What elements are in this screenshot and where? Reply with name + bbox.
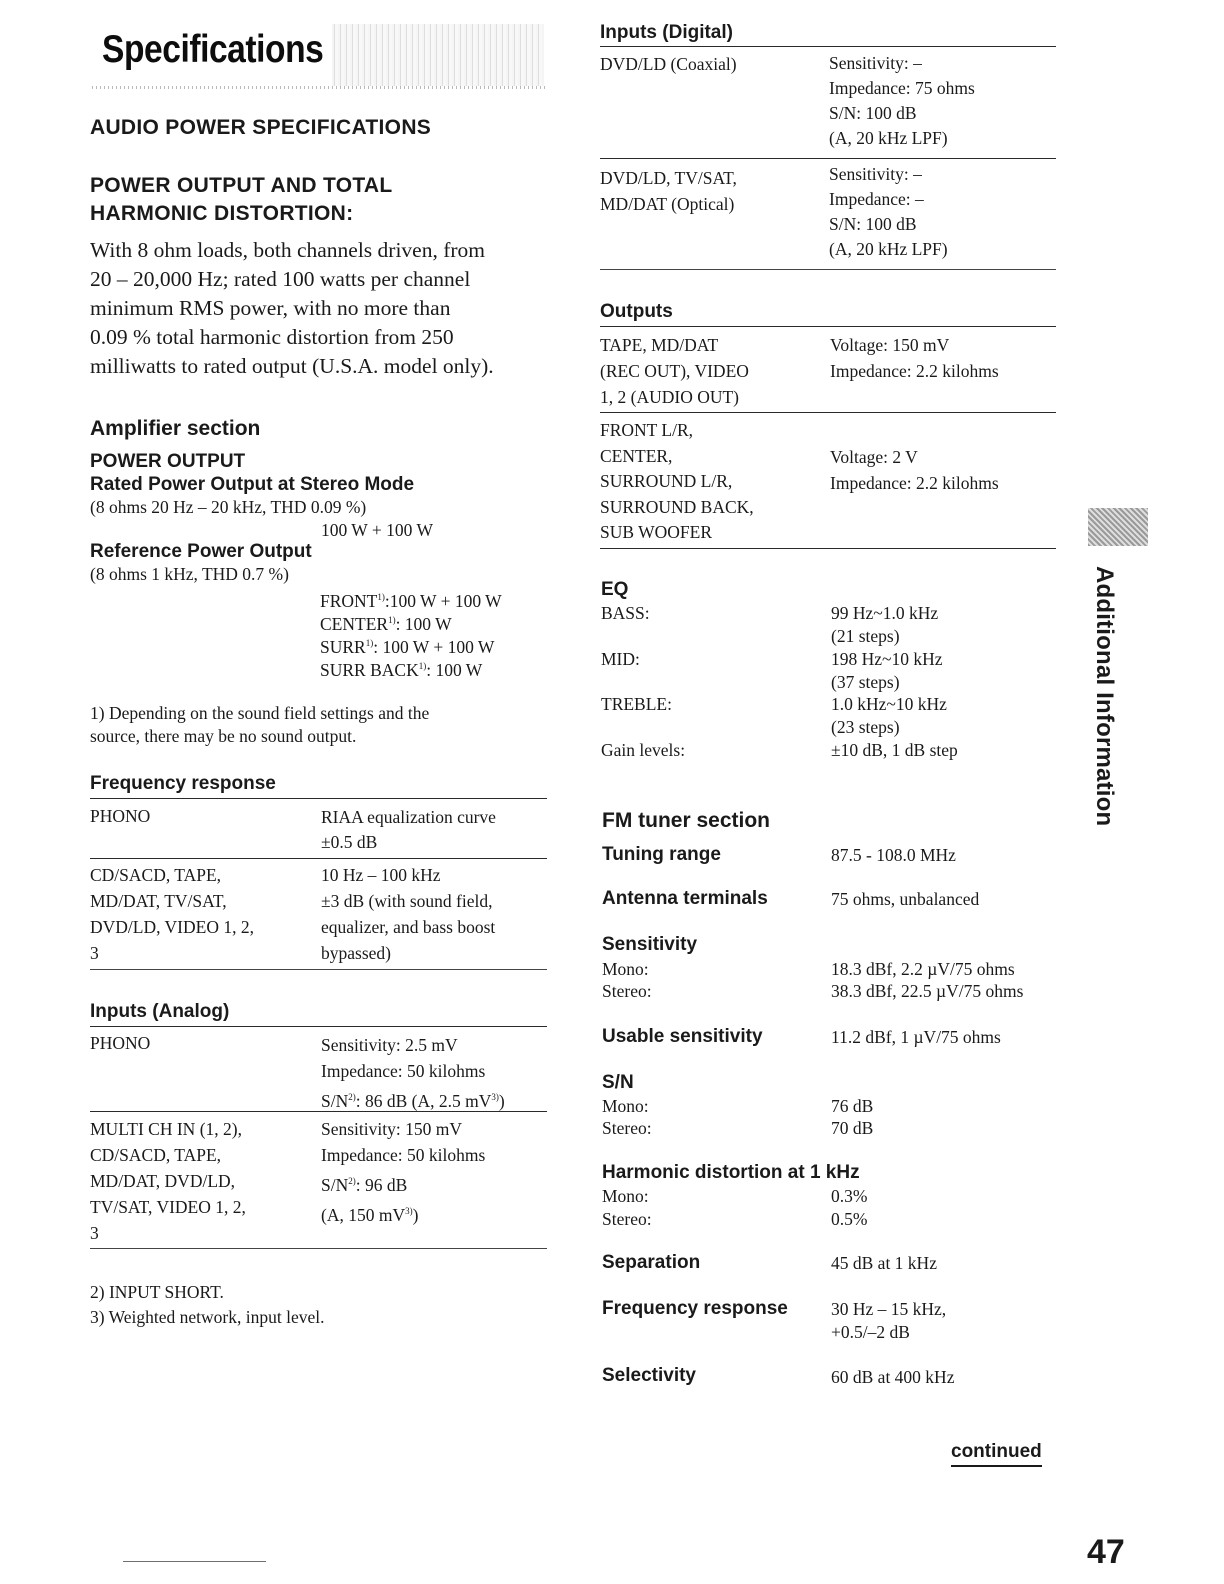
rule: [600, 412, 1056, 413]
inputs-digital-heading: Inputs (Digital): [600, 22, 733, 43]
rule: [600, 46, 1056, 47]
continued-label: continued: [951, 1440, 1042, 1467]
hd-stereo-value: 0.5%: [831, 1209, 868, 1229]
analog-phono-values: Sensitivity: 2.5 mV Impedance: 50 kilohms $S/N^{2)}$: 86 dB (A, 2.5 $mV^{3)}$): [321, 1035, 505, 1111]
fm-frequency-response-value: 30 Hz – 15 kHz, +0.5/–2 dB: [831, 1299, 947, 1342]
analog-multi-values: Sensitivity: 150 mV Impedance: 50 kilohms $S/N^{2)}$: 96 dB (A, 150 $mV^{3)}$): [321, 1119, 486, 1225]
amplifier-section-heading: Amplifier section: [90, 417, 261, 440]
eq-row-value: 198 Hz~10 kHz (37 steps): [831, 649, 943, 692]
power-output-text: With 8 ohm loads, both channels driven, from 20 – 20,000 Hz; rated 100 watts per channel minimum RMS power, with no more than 0.09 % total harmonic distortion from 250 milliwatts to rated output (U.S.A. model only).: [90, 238, 494, 378]
selectivity-value: 60 dB at 400 kHz: [831, 1367, 955, 1387]
rule: [600, 326, 1056, 327]
freq-row-name: CD/SACD, TAPE, MD/DAT, TV/SAT, DVD/LD, VIDEO 1, 2, 3: [90, 865, 254, 963]
output-row-value: Voltage: 150 mV Impedance: 2.2 kilohms: [830, 335, 999, 381]
reference-power-conditions: (8 ohms 1 kHz, THD 0.7 %): [90, 564, 289, 584]
separation-value: 45 dB at 1 kHz: [831, 1253, 937, 1273]
freq-row-name: PHONO: [90, 806, 151, 826]
antenna-value: 75 ohms, unbalanced: [831, 889, 980, 909]
ref-front-value: FRONT$^{1)}$:100 W + 100 W: [320, 590, 502, 611]
frequency-response-heading: Frequency response: [90, 773, 276, 794]
separation-label: Separation: [602, 1252, 701, 1273]
fm-frequency-response-label: Frequency response: [602, 1298, 788, 1319]
eq-row-value: 1.0 kHz~10 kHz (23 steps): [831, 694, 947, 737]
footnote-1: 1) Depending on the sound field settings and the source, there may be no sound output.: [90, 703, 430, 746]
rule: [90, 1248, 547, 1249]
side-tab-label-wrap: [1090, 566, 1124, 886]
selectivity-label: Selectivity: [602, 1365, 696, 1386]
usable-sensitivity-label: Usable sensitivity: [602, 1026, 763, 1047]
tuning-range-label: Tuning range: [602, 844, 721, 865]
sn-mono-value: 76 dB: [831, 1096, 874, 1116]
rule: [90, 858, 547, 859]
usable-sensitivity-value: 11.2 dBf, 1 µV/75 ohms: [831, 1027, 1001, 1047]
side-tab-label: Additional Information: [1091, 566, 1118, 827]
sensitivity-mono-value: 18.3 dBf, 2.2 µV/75 ohms: [831, 959, 1015, 979]
footnote-2: 2) INPUT SHORT.: [90, 1282, 224, 1302]
eq-row-name: Gain levels:: [601, 740, 686, 760]
page-title-block: [92, 22, 547, 92]
page-number: 47: [1087, 1533, 1125, 1571]
sensitivity-mono-label: Mono:: [602, 959, 649, 979]
digital-row-value: Sensitivity: – Impedance: – S/N: 100 dB (A, 20 kHz LPF): [829, 164, 948, 259]
sensitivity-stereo-label: Stereo:: [602, 981, 652, 1001]
output-row-name: TAPE, MD/DAT (REC OUT), VIDEO 1, 2 (AUDIO OUT): [600, 335, 749, 407]
hd-mono-value: 0.3%: [831, 1186, 868, 1206]
outputs-heading: Outputs: [600, 301, 673, 322]
ref-surr-value: SURR$^{1)}$: 100 W + 100 W: [320, 636, 495, 657]
freq-row-value: 10 Hz – 100 kHz ±3 dB (with sound field, equalizer, and bass boost bypassed): [321, 865, 496, 963]
eq-row-value: ±10 dB, 1 dB step: [831, 740, 958, 760]
rule: [90, 1111, 547, 1112]
hd-stereo-label: Stereo:: [602, 1209, 652, 1229]
rule: [90, 798, 547, 799]
eq-heading: EQ: [601, 579, 629, 600]
rated-power-value: 100 W + 100 W: [321, 520, 433, 540]
footer-line: [123, 1561, 266, 1562]
analog-row-name: MULTI CH IN (1, 2), CD/SACD, TAPE, MD/DAT, DVD/LD, TV/SAT, VIDEO 1, 2, 3: [90, 1119, 246, 1243]
eq-row-name: MID:: [601, 649, 640, 669]
rule: [600, 158, 1056, 159]
ref-surr-back-value: SURR BACK$^{1)}$: 100 W: [320, 659, 483, 680]
power-output-heading: POWER OUTPUT AND TOTAL HARMONIC DISTORTION:: [90, 174, 393, 225]
tuning-range-value: 87.5 - 108.0 MHz: [831, 845, 956, 865]
digital-row-name: DVD/LD (Coaxial): [600, 54, 737, 74]
section-tab-marker: [1088, 508, 1148, 546]
reference-power-heading: Reference Power Output: [90, 541, 312, 562]
sn-stereo-value: 70 dB: [831, 1118, 874, 1138]
rule: [600, 548, 1056, 549]
ref-center-value: CENTER$^{1)}$: 100 W: [320, 613, 452, 634]
title-shading: [332, 24, 544, 86]
antenna-label: Antenna terminals: [602, 888, 768, 909]
output-row-value: Voltage: 2 V Impedance: 2.2 kilohms: [830, 447, 999, 493]
inputs-analog-heading: Inputs (Analog): [90, 1001, 230, 1022]
sn-mono-label: Mono:: [602, 1096, 649, 1116]
eq-row-name: TREBLE:: [601, 694, 672, 714]
fm-tuner-heading: FM tuner section: [602, 809, 771, 832]
rated-power-heading: Rated Power Output at Stereo Mode: [90, 474, 415, 495]
amp-power-output-label: POWER OUTPUT: [90, 451, 246, 472]
sensitivity-stereo-value: 38.3 dBf, 22.5 µV/75 ohms: [831, 981, 1024, 1001]
freq-row-value: RIAA equalization curve ±0.5 dB: [321, 807, 496, 852]
sn-label: S/N: [602, 1072, 634, 1093]
rule: [90, 969, 547, 970]
audio-power-heading: AUDIO POWER SPECIFICATIONS: [90, 116, 432, 139]
footnote-3: 3) Weighted network, input level.: [90, 1307, 325, 1327]
page-title: Specifications: [102, 28, 324, 71]
eq-row-name: BASS:: [601, 603, 650, 623]
sensitivity-label: Sensitivity: [602, 934, 698, 955]
harmonic-distortion-label: Harmonic distortion at 1 kHz: [602, 1162, 860, 1183]
output-row-name: FRONT L/R, CENTER, SURROUND L/R, SURROUND BACK, SUB WOOFER: [600, 420, 754, 542]
digital-row-name: DVD/LD, TV/SAT, MD/DAT (Optical): [600, 168, 737, 214]
hd-mono-label: Mono:: [602, 1186, 649, 1206]
eq-row-value: 99 Hz~1.0 kHz (21 steps): [831, 603, 939, 646]
title-underline: [92, 86, 547, 89]
rule: [90, 1026, 547, 1027]
digital-row-value: Sensitivity: – Impedance: 75 ohms S/N: 100 dB (A, 20 kHz LPF): [829, 53, 975, 148]
rated-power-conditions: (8 ohms 20 Hz – 20 kHz, THD 0.09 %): [90, 497, 367, 517]
analog-row-name: PHONO: [90, 1033, 151, 1053]
sn-stereo-label: Stereo:: [602, 1118, 652, 1138]
rule: [600, 269, 1056, 270]
